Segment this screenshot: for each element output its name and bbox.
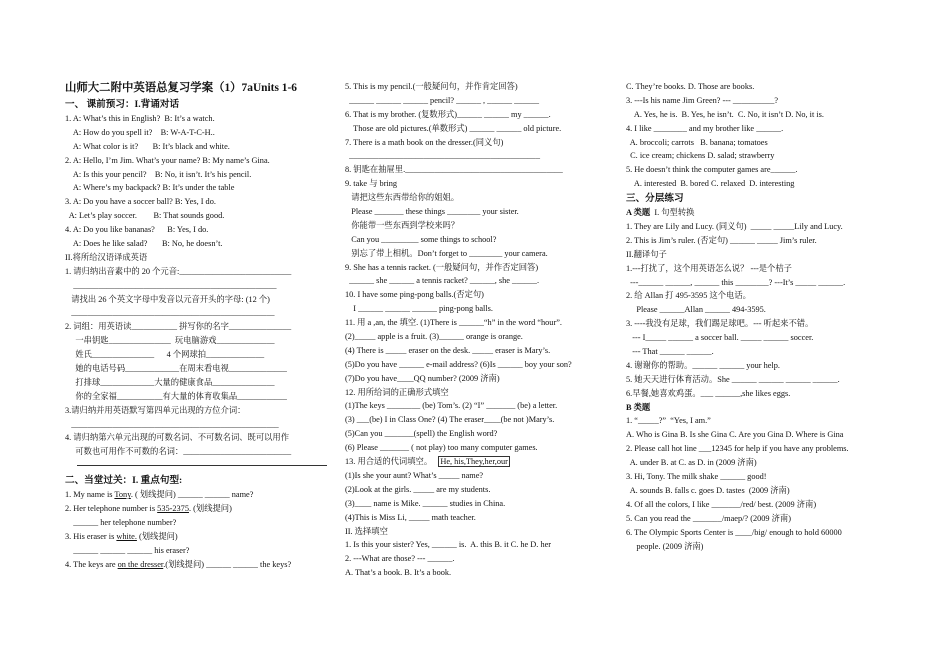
worksheet-line: _________________________________________________ xyxy=(65,280,277,290)
worksheet-line: 姓氏_______________ 4 个网球拍______________ xyxy=(65,350,265,360)
worksheet-line: (7)Do you have____QQ number? (2009 济南) xyxy=(345,373,500,383)
worksheet-line: 8. 钥匙在抽屉里.______________________________________ xyxy=(345,165,563,175)
worksheet-line: 1. My name is Tony. ( 划线提问) ______ ______ name? xyxy=(65,490,254,500)
worksheet-line: A: How do you spell it? B: W-A-T-C-H.. xyxy=(65,127,215,137)
worksheet-line: people. (2009 济南) xyxy=(626,541,704,551)
underlined-phrase: Tony xyxy=(114,490,131,500)
worksheet-line: A. sounds B. falls c. goes D. tastes (2009 济南) xyxy=(626,485,790,495)
worksheet-line: (2)Look at the girls. _____ are my students. xyxy=(345,484,491,494)
worksheet-line: 3. His eraser is white. (划线提问) xyxy=(65,531,178,541)
worksheet-line: A. That’s a book. B. It’s a book. xyxy=(345,568,452,578)
worksheet-line: 3.请归纳并用英语默写第四单元出现的方位介词： xyxy=(65,405,246,415)
worksheet-line: A: Does he like salad? B: No, he doesn’t. xyxy=(65,239,223,249)
worksheet-line: 2. 词组：用英语读___________ 拼写你的名字_______________ xyxy=(65,322,292,332)
column-left xyxy=(65,80,333,572)
worksheet-line: __________________________________________________ xyxy=(65,419,279,429)
word-bank-box: He, his,They,her,our xyxy=(440,457,508,467)
worksheet-line: A 类题 I. 句型转换 xyxy=(626,208,695,218)
worksheet-line: 9. take 与 bring xyxy=(345,179,398,189)
worksheet-line: Those are old pictures.(单数形式) ______ ______ old picture. xyxy=(345,123,562,133)
worksheet-line: --- I_____ ______ a soccer ball. _____ ______ soccer. xyxy=(626,333,814,343)
worksheet-line: (5)Can you _______(spell) the English word? xyxy=(345,429,498,439)
worksheet-line: 1. 请归纳出音素中的 20 个元音:___________________________ xyxy=(65,266,292,276)
worksheet-line: 6. That is my brother. (复数形式)______ ______ my ______. xyxy=(345,109,551,119)
worksheet-line: C. They’re books. D. Those are books. xyxy=(626,82,755,91)
worksheet-line: 5. He doesn’t think the computer games are______. xyxy=(626,165,798,175)
worksheet-line: (2)_____ apple is a fruit. (3)______ orange is orange. xyxy=(345,332,523,342)
worksheet-line: A. interested B. bored C. relaxed D. interesting xyxy=(626,179,795,189)
worksheet-line: 请找出 26 个英文字母中发音以元音开头的字母: (12 个) xyxy=(65,294,270,304)
worksheet-line: ---______ ______, ______ this ________? ---It’s _____ ______. xyxy=(626,277,846,287)
worksheet-line: II.翻译句子 xyxy=(626,249,667,259)
worksheet-line: Please _______ these things ________ your sister. xyxy=(345,207,519,217)
underlined-phrase: white. xyxy=(116,531,137,541)
worksheet-line: 1. “_____?” “Yes, I am.” xyxy=(626,416,711,426)
worksheet-line: ______ she ______ a tennis racket? ______, she ______. xyxy=(345,276,540,286)
worksheet-line: (3) ___(be) I in Class One? (4) The eraser____(be not )Mary’s. xyxy=(345,415,555,425)
worksheet-line: 打排球_____________大量的健康食品_______________ xyxy=(65,377,275,387)
worksheet-line: I ______ ______ ______ ping-pong balls. xyxy=(345,304,493,314)
subsection-label: A 类题 xyxy=(626,208,651,218)
worksheet-line: 12. 用所给词的正确形式填空 xyxy=(345,387,449,397)
worksheet-line: A: Is this your pencil? B: No, it isn’t. It’s his pencil. xyxy=(65,169,252,179)
worksheet-line: 4. I like ________ and my brother like ______. xyxy=(626,123,784,133)
worksheet-line: 1. They are Lily and Lucy. (同义句) _____ _____Lily and Lucy. xyxy=(626,222,843,232)
worksheet-line: (4) There is _____ eraser on the desk. _____ eraser is Mary’s. xyxy=(345,345,551,355)
worksheet-line: 5. Can you read the _______/maep/? (2009 济南) xyxy=(626,513,791,523)
worksheet-line: 9. She has a tennis racket. (一般疑问句，并作否定回答) xyxy=(345,262,539,272)
worksheet-line: 她的电话号码_____________在周末看电视______________ xyxy=(65,364,287,374)
worksheet-line: A: Where’s my backpack? B: It’s under the table xyxy=(65,183,235,193)
worksheet-line: ______________________________________________ xyxy=(345,151,540,161)
worksheet-line: 5. 她天天进行体育活动。She ______ ______ ______ ______. xyxy=(626,374,840,384)
worksheet-line: ______ ______ ______ his eraser? xyxy=(65,545,190,555)
section-heading: 一、 课前预习：I.背诵对话 xyxy=(65,99,180,110)
page-title: 山师大二附中英语总复习学案（1）7aUnits 1-6 xyxy=(65,82,297,94)
column-right xyxy=(626,80,894,553)
worksheet-line: ______ ______ ______ pencil? ______ , ______ ______ xyxy=(345,95,540,105)
answer-rule xyxy=(77,459,327,466)
underlined-phrase: 535-2375 xyxy=(157,504,189,514)
worksheet-line: 4. The keys are on the dresser.(划线提问) ______ ______ the keys? xyxy=(65,559,292,569)
worksheet-line: 2. ---What are those? --- ______. xyxy=(345,554,455,564)
worksheet-line: 6.早餐,她喜欢鸡蛋。___ ______,she likes eggs. xyxy=(626,388,791,398)
worksheet-line: A. under B. at C. as D. in (2009 济南) xyxy=(626,458,757,468)
worksheet-line: A. broccoli; carrots B. banana; tomatoes xyxy=(626,137,768,147)
underlined-phrase: on the dresser xyxy=(117,559,164,569)
subsection-label: B 类题 xyxy=(626,402,651,412)
worksheet-line: Please ______Allan ______ 494-3595. xyxy=(626,305,766,315)
worksheet-line: ______ her telephone number? xyxy=(65,518,177,528)
worksheet-line: 4. A: Do you like bananas? B: Yes, I do. xyxy=(65,225,209,235)
worksheet-line: 可数也可用作不可数的名词：__________________________ xyxy=(65,447,292,457)
worksheet-line: 5. This is my pencil.(一般疑问句，并作肯定回答) xyxy=(345,82,518,91)
worksheet-line: (4)This is Miss Li, _____ math teacher. xyxy=(345,512,476,522)
worksheet-line: A: What color is it? B: It’s black and white. xyxy=(65,141,230,151)
worksheet-line: A. Who is Gina B. Is she Gina C. Are you Gina D. Where is Gina xyxy=(626,430,844,440)
worksheet-line: 3. ----我没有足球，我们踢足球吧。--- 听起来不错。 xyxy=(626,319,814,329)
worksheet-line: A. Yes, he is. B. Yes, he isn’t. C. No, it isn’t D. No, it is. xyxy=(626,109,824,119)
worksheet-line: 2. 给 Allan 打 495-3595 这个电话。 xyxy=(626,291,751,301)
worksheet-line: (6) Please _______ ( not play) too many computer games. xyxy=(345,443,538,453)
worksheet-line: 6. The Olympic Sports Center is ____/big/ enough to hold 60000 xyxy=(626,527,842,537)
worksheet-line: 4. 请归纳第六单元出现的可数名词、不可数名词、既可以用作 xyxy=(65,433,290,443)
worksheet-line: 你能带一些东西到学校来吗？ xyxy=(345,220,460,230)
worksheet-line: 13. 用合适的代词填空。 He, his,They,her,our xyxy=(345,457,508,467)
worksheet-line: 4. 谢谢你的帮助。______ ______ your help. xyxy=(626,360,780,370)
section-heading: 三、分层练习 xyxy=(626,193,684,205)
worksheet-line: 一串钥匙_______________ 玩电脑游戏______________ xyxy=(65,336,275,346)
worksheet-line xyxy=(626,401,894,415)
worksheet-line: 1. A: What’s this in English? B: It’s a watch. xyxy=(65,114,215,123)
worksheet-line: Can you _________ some things to school? xyxy=(345,234,497,244)
worksheet-line: II. 选择填空 xyxy=(345,526,388,536)
worksheet-line: 10. I have some ping-pong balls.(否定句) xyxy=(345,290,484,300)
worksheet-line: C. ice cream; chickens D. salad; strawberry xyxy=(626,151,775,161)
worksheet-line: 1. Is this your sister? Yes, ______ is. A. this B. it C. he D. her xyxy=(345,540,552,550)
worksheet-line: II.将所给汉语译成英语 xyxy=(65,252,148,262)
worksheet-line: 3. A: Do you have a soccer ball? B: Yes, I do. xyxy=(65,197,216,207)
worksheet-line: 2. This is Jim’s ruler. (否定句) ______ _____ Jim’s ruler. xyxy=(626,235,817,245)
worksheet-line: 请把这些东西带给你的姐姐。 xyxy=(345,193,460,203)
worksheet-line: 你的全家福___________有大量的体育收集品____________ xyxy=(65,391,287,401)
worksheet-line: 1.---打扰了，这个用英语怎么说？ ---是个桔子 xyxy=(626,263,792,273)
worksheet-line: 别忘了带上相机。Don’t forget to ________ your camera. xyxy=(345,248,548,258)
column-middle xyxy=(345,80,613,580)
worksheet-line: (3)____ name is Mike. ______ studies in China. xyxy=(345,498,506,508)
worksheet-line: 2. A: Hello, I’m Jim. What’s your name? B: My name’s Gina. xyxy=(65,155,270,165)
worksheet-line: A: Let’s play soccer. B: That sounds good. xyxy=(65,211,225,221)
worksheet-line: 11. 用 a ,an, the 填空. (1)There is ______“h” in the word “hour”. xyxy=(345,318,562,328)
worksheet-line: (1)Is she your aunt? What’s _____ name? xyxy=(345,470,484,480)
worksheet-line: (5)Do you have ______ e-mail address? (6)Is ______ boy your son? xyxy=(345,359,572,369)
worksheet-line: _________________________________________________ xyxy=(65,308,275,318)
worksheet-line: (1)The keys ________ (be) Tom’s. (2) “I” _______ (be) a letter. xyxy=(345,401,558,411)
section-heading: 二、当堂过关：I. 重点句型: xyxy=(65,475,183,487)
worksheet-line: 4. Of all the colors, I like _______/red/ best. (2009 济南) xyxy=(626,499,817,509)
worksheet-line: --- That ______ ______. xyxy=(626,347,714,357)
worksheet-line: 3. Hi, Tony. The milk shake ______ good! xyxy=(626,472,767,482)
worksheet-line: 3. ---Is his name Jim Green? --- __________? xyxy=(626,95,779,105)
worksheet-line: 7. There is a math book on the dresser.(同义句) xyxy=(345,137,504,147)
worksheet-line: 2. Her telephone number is 535-2375. (划线提问) xyxy=(65,504,232,514)
worksheet-line: 2. Please call hot line ___12345 for help if you have any problems. xyxy=(626,444,849,454)
